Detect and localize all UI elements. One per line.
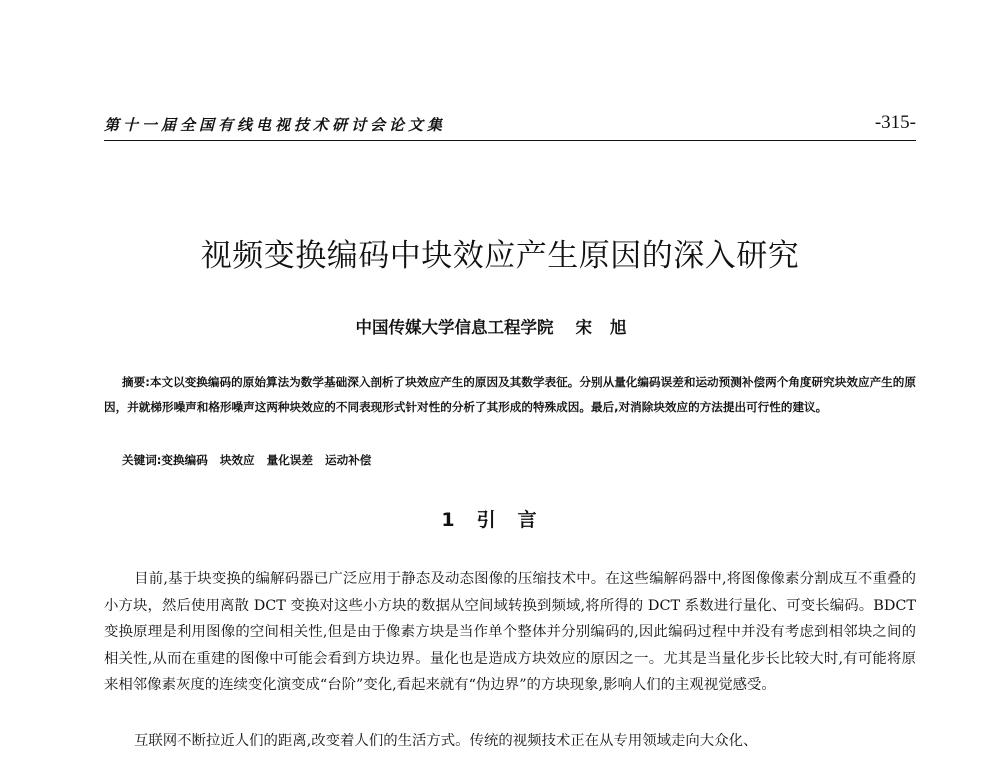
page-number: -315- [874, 112, 916, 133]
running-head [104, 112, 916, 138]
section-title: 引言 [476, 509, 559, 531]
byline [0, 314, 1000, 338]
proceedings-name: 第十一届全国有线电视技术研讨会论文集 [104, 116, 447, 134]
author-name: 宋旭 [575, 318, 645, 337]
abstract-text: 摘要:本文以变换编码的原始算法为数学基础深入剖析了块效应产生的原因及其数学表征。分别从量化编码误差和运动预测补偿两个角度研究块效应产生的原因，并就梯形噪声和格形噪声这两种块效应的不同表现形式针对性的分析了其形成的特殊成因。最后,对消除块效应的方法提出可行性的建议。 [104, 375, 916, 414]
body-paragraph [104, 728, 916, 755]
abstract [104, 370, 916, 420]
keyword-item: 运动补偿 [325, 453, 372, 467]
header-rule [104, 140, 916, 141]
keyword-item: 块效应 [219, 453, 255, 467]
section-heading [0, 505, 1000, 532]
keywords [104, 452, 916, 468]
keyword-item: 量化误差 [266, 453, 313, 467]
paragraph-text: 互联网不断拉近人们的距离,改变着人们的生活方式。传统的视频技术正在从专用领域走向大众化、 [134, 733, 758, 749]
keyword-item: 变换编码 [161, 453, 208, 467]
section-number: 1 [441, 509, 455, 531]
paper-title: 视频变换编码中块效应产生原因的深入研究 [200, 238, 800, 274]
paragraph-text: 目前,基于块变换的编解码器已广泛应用于静态及动态图像的压缩技术中。在这些编解码器中,将图像像素分割成互不重叠的小方块，然后使用离散 DCT 变换对这些小方块的数据从空间域转换到频域,将所得的 DCT 系数进行量化、可变长编码。BDCT 变换原理是利用图像的空间相关性,但是由于像素方块是当作单个整体并分别编码的,因此编码过程中并没有考虑到相邻块之间的相关性,从而在重建的图像中可能会看到方块边界。量化也是造成方块效应的原因之一。尤其是当量化步长比较大时,有可能将原来相邻像素灰度的连续变化演变成“台阶”变化,看起来就有“伪边界”的方块现象,影响人们的主观视觉感受。 [104, 571, 916, 694]
keywords-label: 关键词: [122, 453, 162, 467]
affiliation: 中国传媒大学信息工程学院 [355, 318, 554, 337]
body-paragraph [104, 566, 916, 699]
